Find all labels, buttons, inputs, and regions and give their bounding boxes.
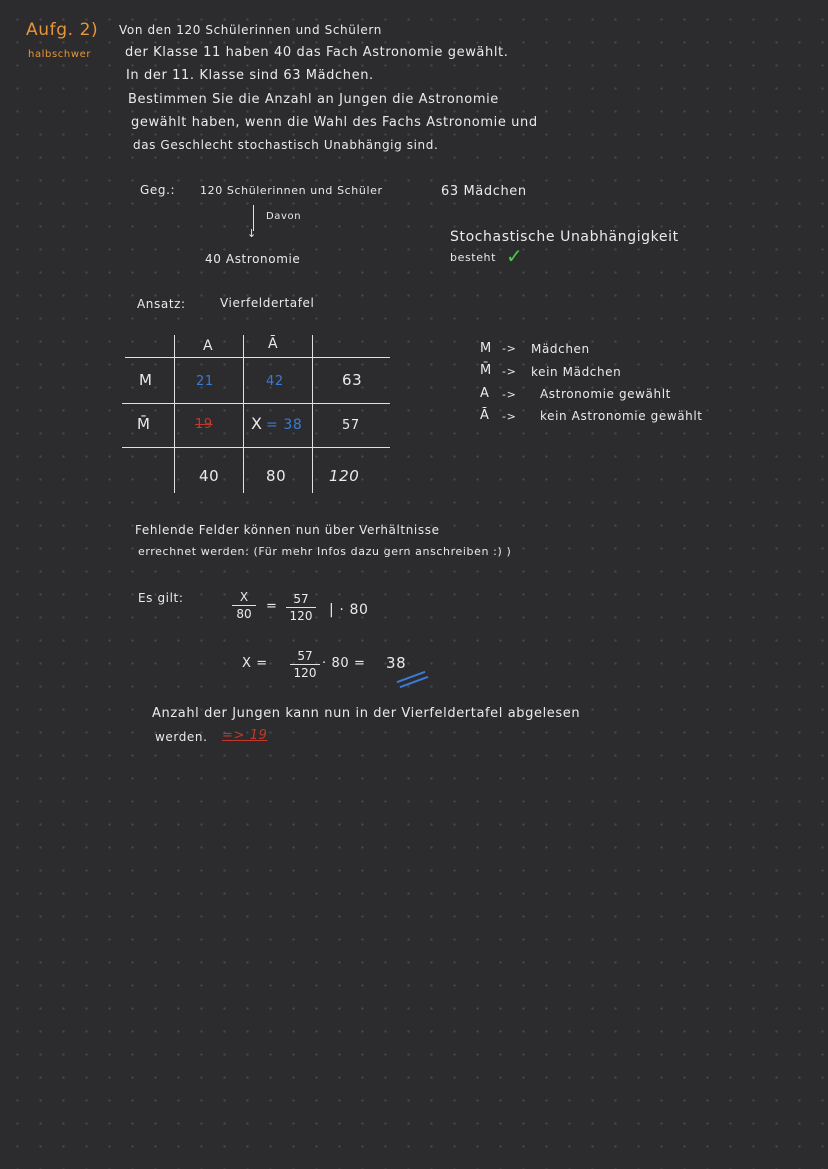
- table-line: [312, 335, 313, 493]
- given-total: 120 Schülerinnen und Schüler: [200, 184, 383, 197]
- cell-m-total: 63: [342, 371, 363, 389]
- problem-line-3: In der 11. Klasse sind 63 Mädchen.: [126, 68, 374, 83]
- legend-not-m-text: kein Mädchen: [531, 365, 622, 379]
- cell-total-not-a: 80: [266, 467, 287, 485]
- legend-not-m-arrow: ->: [502, 365, 517, 378]
- cell-not-m-total: 57: [342, 418, 360, 433]
- problem-line-4: Bestimmen Sie die Anzahl an Jungen die Astronomie: [128, 92, 499, 107]
- cell-total-a: 40: [199, 467, 220, 485]
- fraction-denominator: 120: [289, 609, 313, 623]
- legend-a-arrow: ->: [502, 388, 517, 401]
- row-header-m: M: [139, 371, 153, 389]
- cell-not-m-a: 19: [195, 417, 213, 432]
- problem-line-2: der Klasse 11 haben 40 das Fach Astronomie gewählt.: [125, 45, 509, 60]
- given-astronomy: 40 Astronomie: [205, 252, 301, 266]
- difficulty-label: halbschwer: [28, 49, 92, 60]
- table-line: [122, 447, 390, 448]
- problem-line-6: das Geschlecht stochastisch Unabhängig sind.: [133, 138, 439, 152]
- cell-not-m-not-a-value: = 38: [266, 417, 303, 433]
- legend-not-a-symbol: Ā: [480, 408, 490, 423]
- approach-label: Ansatz:: [137, 297, 186, 311]
- fraction-numerator: 57: [297, 649, 313, 663]
- explanation-line-1: Fehlende Felder können nun über Verhältnisse: [135, 523, 440, 537]
- row-header-not-m: M̄: [137, 415, 151, 433]
- legend-a-text: Astronomie gewählt: [540, 387, 671, 401]
- legend-m-arrow: ->: [502, 342, 517, 355]
- conclusion-answer: => 19: [222, 728, 268, 743]
- legend-not-a-arrow: ->: [502, 410, 517, 423]
- fraction-x-over-80: [232, 591, 256, 620]
- calc-equals: =: [266, 599, 278, 614]
- fraction-bar: [290, 664, 320, 665]
- conclusion-line-2: werden.: [155, 730, 208, 744]
- legend-not-a-text: kein Astronomie gewählt: [540, 409, 703, 423]
- table-line: [243, 335, 244, 493]
- fraction-bar: [232, 605, 256, 606]
- fraction-57-over-120-second: [290, 650, 320, 679]
- problem-line-1: Von den 120 Schülerinnen und Schülern: [119, 23, 382, 37]
- legend-m-text: Mädchen: [531, 342, 590, 356]
- col-header-a: A: [203, 338, 214, 354]
- problem-line-5: gewählt haben, wenn die Wahl des Fachs Astronomie und: [131, 115, 538, 130]
- fraction-numerator: 57: [293, 592, 309, 606]
- calc-es-gilt: Es gilt:: [138, 591, 184, 605]
- given-davon: Davon: [266, 211, 302, 222]
- table-line: [174, 335, 175, 493]
- given-besteht: besteht: [450, 251, 497, 264]
- conclusion-line-1: Anzahl der Jungen kann nun in der Vierfeldertafel abgelesen: [152, 706, 581, 721]
- given-label: Geg.:: [140, 183, 176, 197]
- davon-arrow-head: ↓: [247, 227, 257, 240]
- calc-multiply-80: | · 80: [329, 602, 369, 618]
- cell-m-a: 21: [196, 374, 214, 389]
- task-number: Aufg. 2): [26, 20, 99, 40]
- approach-method: Vierfeldertafel: [220, 296, 315, 310]
- legend-a-symbol: A: [480, 386, 490, 401]
- legend-m-symbol: M: [480, 341, 492, 356]
- cell-not-m-not-a-x: X: [251, 414, 263, 433]
- fraction-numerator: X: [239, 590, 249, 604]
- fraction-denominator: 80: [236, 607, 252, 621]
- calc-times-80: · 80 =: [322, 656, 366, 671]
- given-girls: 63 Mädchen: [441, 184, 527, 199]
- fraction-57-over-120: [286, 593, 316, 622]
- table-line: [122, 403, 390, 404]
- fraction-bar: [286, 607, 316, 608]
- fraction-denominator: 120: [293, 666, 317, 680]
- cell-grand-total: 120: [329, 467, 360, 485]
- table-line: [125, 357, 390, 358]
- cell-m-not-a: 42: [266, 374, 284, 389]
- calc-x-equals: X =: [242, 656, 268, 671]
- calc-result: 38: [386, 654, 407, 672]
- check-icon: ✓: [506, 244, 524, 268]
- legend-not-m-symbol: M̄: [480, 363, 492, 378]
- col-header-not-a: Ā: [268, 336, 279, 352]
- given-independence: Stochastische Unabhängigkeit: [450, 229, 679, 245]
- explanation-line-2: errechnet werden: (Für mehr Infos dazu gern anschreiben :) ): [138, 545, 512, 558]
